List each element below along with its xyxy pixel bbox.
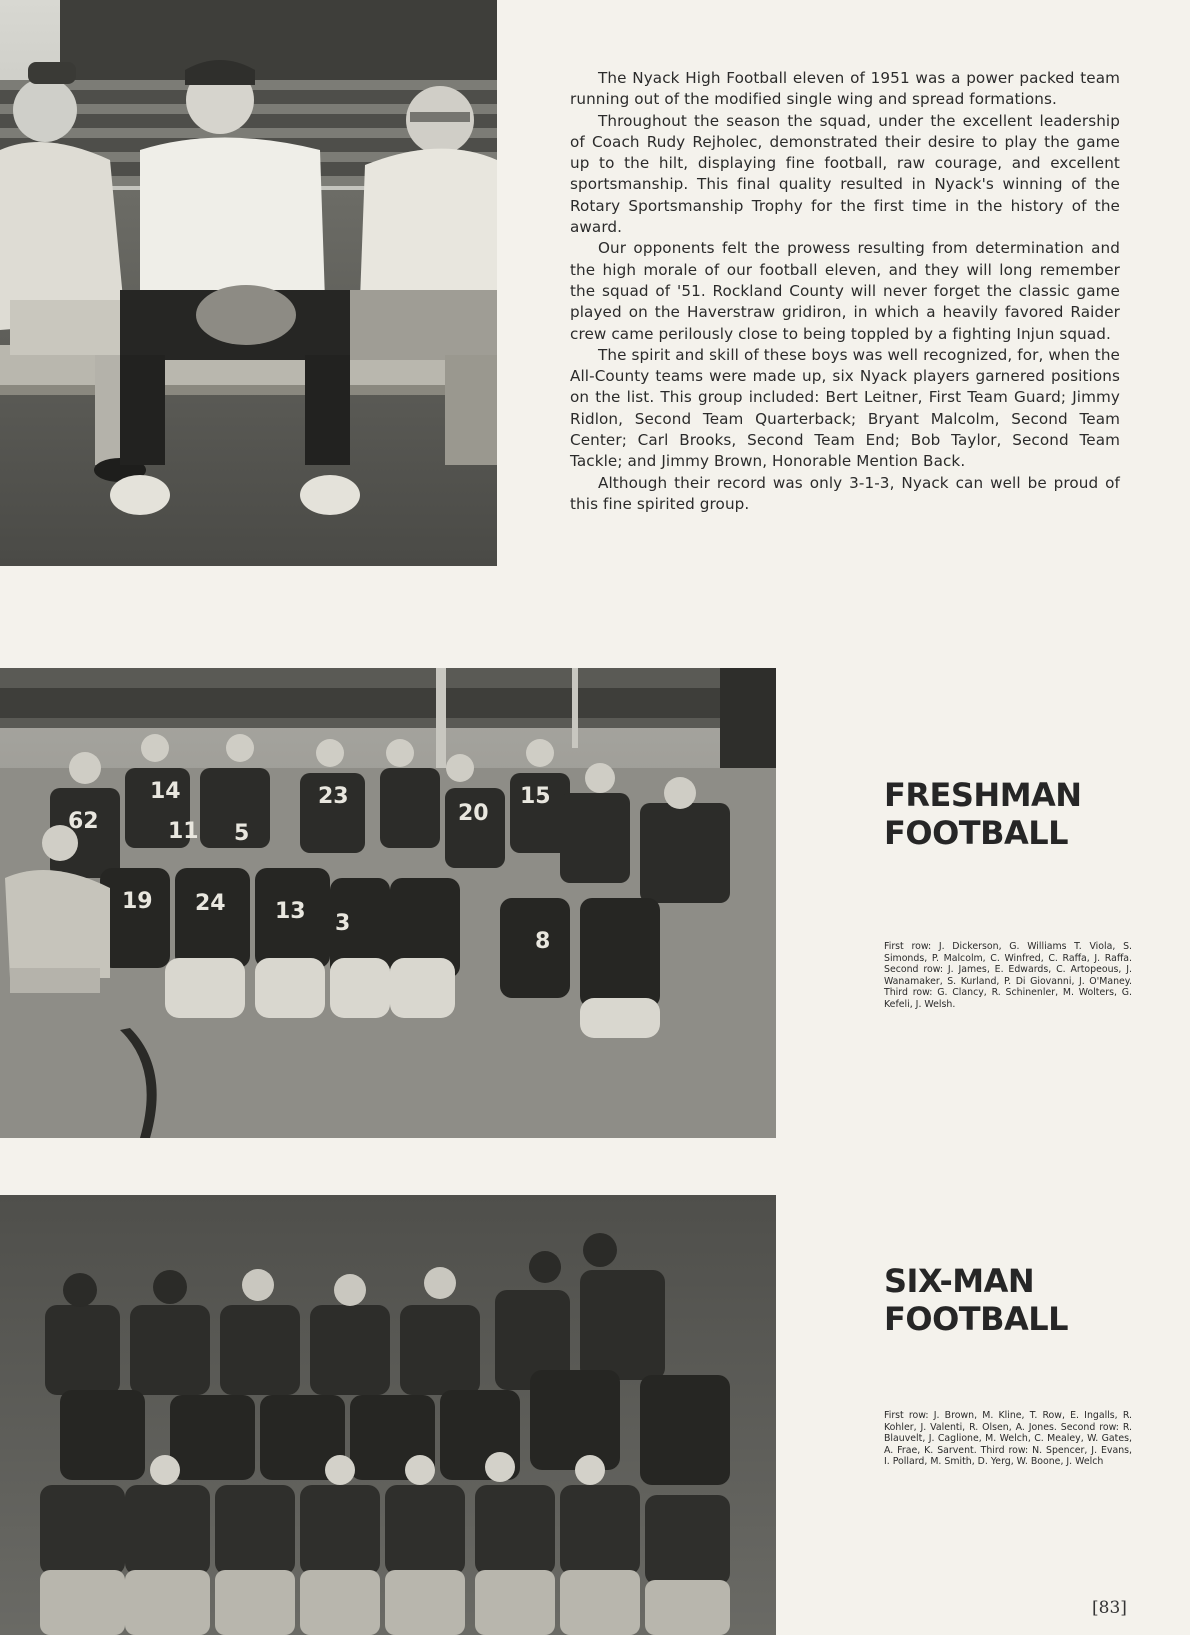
article-paragraph: Throughout the season the squad, under the excellent leadership of Coach Rudy Rejholec, demonstrated their desire to play the game up to the hilt, displaying fine football, raw courage, and excellent sportsmanship. This final quality resulted in Nyack's winning of the Rotary Sportsmanship Trophy for the first time in the history of the award. [570, 111, 1120, 237]
freshman-team-photo [0, 668, 776, 1138]
article-paragraph: Although their record was only 3-1-3, Nyack can well be proud of this fine spirited group. [570, 473, 1120, 513]
jersey-number: 23 [318, 784, 349, 809]
heading-line: SIX-MAN [884, 1262, 1035, 1300]
article-paragraph: The Nyack High Football eleven of 1951 was a power packed team running out of the modified single wing and spread formations. [570, 69, 1120, 109]
freshman-roster-caption: First row: J. Dickerson, G. Williams T. Viola, S. Simonds, P. Malcolm, C. Winfred, C. Raffa, J. Raffa. Second row: J. James, E. Edwards, C. Artopeous, J. Wanamaker, S. Kurland, P. Di Giovanni, J. O'Maney. Third row: G. Clancy, R. Schinenler, M. Wolters, G. Kefeli, J. Welsh. [884, 941, 1132, 1010]
jersey-number: 15 [520, 784, 551, 809]
jersey-number: 3 [335, 911, 351, 936]
heading-line: FRESHMAN [884, 776, 1082, 814]
jersey-number: 13 [275, 899, 306, 924]
jersey-number: 5 [234, 821, 250, 846]
jersey-number: 8 [535, 929, 551, 954]
jersey-number: 20 [458, 801, 489, 826]
six-man-team-photo [0, 1195, 776, 1635]
jersey-number: 62 [68, 809, 99, 834]
six-man-football-heading [884, 1262, 1068, 1338]
article-paragraph: Our opponents felt the prowess resulting from determination and the high morale of our football eleven, and they will long remember the squad of '51. Rockland County will never forget the classic game played on the Haverstraw gridiron, in which a heavily favored Raider crew came perilously close to being toppled by a fighting Injun squad. [570, 239, 1120, 343]
coaches-photo [0, 0, 497, 566]
heading-line: FOOTBALL [884, 1300, 1069, 1338]
heading-line: FOOTBALL [884, 814, 1069, 852]
article-paragraph: The spirit and skill of these boys was well recognized, for, when the All-County teams were made up, six Nyack players garnered positions on the list. This group included: Bert Leitner, First Team Guard; Jimmy Ridlon, Second Team Quarterback; Bryant Malcolm, Second Team Center; Carl Brooks, Second Team End; Bob Taylor, Second Team Tackle; and Jimmy Brown, Honorable Mention Back. [570, 345, 1120, 471]
article-body [570, 68, 1120, 515]
jersey-number: 11 [168, 819, 199, 844]
page-number: [83] [1092, 1598, 1127, 1618]
jersey-number: 14 [150, 779, 181, 804]
six-man-roster-caption: First row: J. Brown, M. Kline, T. Row, E. Ingalls, R. Kohler, J. Valenti, R. Olsen, A. Jones. Second row: R. Blauvelt, J. Caglione, M. Welch, C. Mealey, W. Gates, A. Frae, K. Sarvent. Third row: N. Spencer, J. Evans, I. Pollard, M. Smith, D. Yerg, W. Boone, J. Welch [884, 1410, 1132, 1468]
jersey-number: 24 [195, 891, 226, 916]
freshman-football-heading [884, 776, 1082, 852]
jersey-number: 19 [122, 889, 153, 914]
